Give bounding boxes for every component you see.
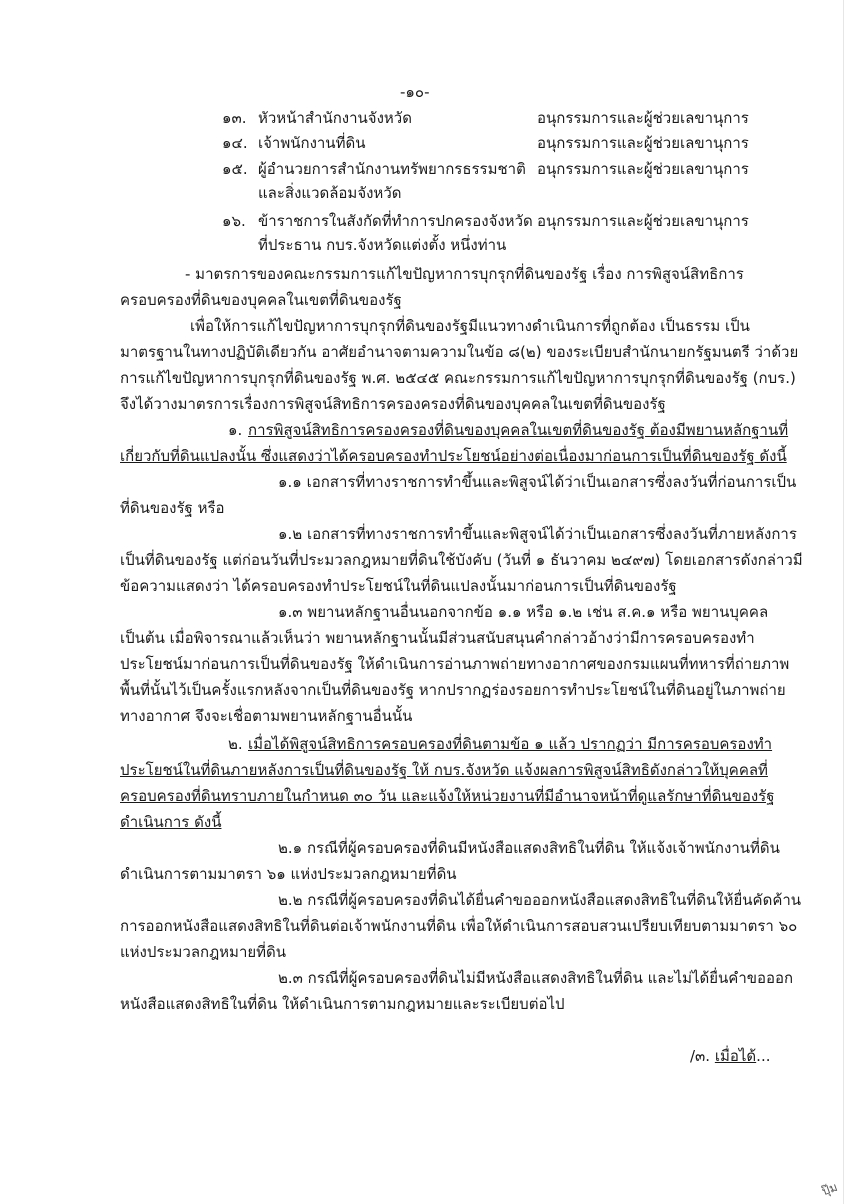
committee-num: ๑๔. <box>222 134 248 152</box>
clause2-num: ๒. <box>228 735 243 753</box>
committee-text-cont: ที่ประธาน กบร.จังหวัดแต่งตั้ง หนึ่งท่าน <box>258 236 507 254</box>
scan-edge-line <box>843 0 844 1204</box>
clause-1-2-cont: ข้อความแสดงว่า ได้ครอบครองทำประโยชน์ในที่ดินแปลงนั้นมาก่อนการเป็นที่ดินของรัฐ <box>120 577 677 595</box>
clause-2-1: ๒.๑ กรณีที่ผู้ครอบครองที่ดินมีหนังสือแสดงสิทธิในที่ดิน ให้แจ้งเจ้าพนักงานที่ดิน <box>278 839 780 857</box>
page-number: -๑๐- <box>400 83 430 101</box>
committee-num: ๑๓. <box>222 109 247 127</box>
clause-1-3-cont: พื้นที่นั้นไว้เป็นครั้งแรกหลังจากเป็นที่ดินของรัฐ หากปรากฏร่องรอยการทำประโยชน์ในที่ดินอยู่ในภาพถ่าย <box>120 681 786 699</box>
intro-line: การแก้ไขปัญหาการบุกรุกที่ดินของรัฐ พ.ศ. ๒๕๔๕ คณะกรรมการแก้ไขปัญหาการบุกรุกที่ดินของรัฐ (กบร.) <box>120 369 796 387</box>
continuation-link-text: เมื่อได้ <box>714 1047 757 1065</box>
clause-2-2-cont: แห่งประมวลกฎหมายที่ดิน <box>120 943 287 961</box>
clause2-heading-cont: ดำเนินการ ดังนี้ <box>120 813 222 831</box>
clause2-heading-cont: ครอบครองที่ดินทราบภายในกำหนด ๓๐ วัน และแจ้งให้หน่วยงานที่มีอำนาจหน้าที่ดูแลรักษาที่ดินของรัฐ <box>120 787 775 805</box>
measure-title: - มาตรการของคณะกรรมการแก้ไขปัญหาการบุกรุกที่ดินของรัฐ เรื่อง การพิสูจน์สิทธิการ <box>185 265 744 283</box>
clause2-heading-cont: ประโยชน์ในที่ดินภายหลังการเป็นที่ดินของรัฐ ให้ กบร.จังหวัด แจ้งผลการพิสูจน์สิทธิดังกล่าวให้บุคคลที่ <box>120 761 768 779</box>
intro-line: เพื่อให้การแก้ไขปัญหาการบุกรุกที่ดินของรัฐมีแนวทางดำเนินการที่ถูกต้อง เป็นธรรม เป็น <box>190 317 750 335</box>
clause-2-1-cont: ดำเนินการตามมาตรา ๖๑ แห่งประมวลกฎหมายที่ดิน <box>120 865 457 883</box>
intro-line: มาตรฐานในทางปฏิบัติเดียวกัน อาศัยอำนาจตามความในข้อ ๘(๒) ของระเบียบสำนักนายกรัฐมนตรี ว่าด้วย <box>120 343 799 361</box>
measure-title-cont: ครอบครองที่ดินของบุคคลในเขตที่ดินของรัฐ <box>120 291 402 309</box>
intro-line: จึงได้วางมาตรการเรื่องการพิสูจน์สิทธิการครองครองที่ดินของบุคคลในเขตที่ดินของรัฐ <box>120 395 666 413</box>
clause-1-1: ๑.๑ เอกสารที่ทางราชการทำขึ้นและพิสูจน์ได้ว่าเป็นเอกสารซึ่งลงวันที่ก่อนการเป็น <box>278 473 797 491</box>
clause-1-3-cont: ทางอากาศ จึงจะเชื่อตามพยานหลักฐานอื่นนั้น <box>120 707 413 725</box>
clause-1-3: ๑.๓ พยานหลักฐานอื่นนอกจากข้อ ๑.๑ หรือ ๑.๒ เช่น ส.ค.๑ หรือ พยานบุคคล <box>278 603 769 621</box>
committee-role: อนุกรรมการและผู้ช่วยเลขานุการ <box>537 212 749 230</box>
clause-1-3-cont: ประโยชน์มาก่อนการเป็นที่ดินของรัฐ ให้ดำเนินการอ่านภาพถ่ายทางอากาศของกรมแผนที่ทหารที่ถ่ายภาพ <box>120 655 790 673</box>
continuation-prefix: /๓. <box>690 1047 711 1065</box>
clause-1-2: ๑.๒ เอกสารที่ทางราชการทำขึ้นและพิสูจน์ได้ว่าเป็นเอกสารซึ่งลงวันที่ภายหลังการ <box>278 525 797 543</box>
committee-num: ๑๖. <box>222 212 246 230</box>
clause-2-3: ๒.๓ กรณีที่ผู้ครอบครองที่ดินไม่มีหนังสือแสดงสิทธิในที่ดิน และไม่ได้ยื่นคำขอออก <box>278 969 794 987</box>
clause1-heading: การพิสูจน์สิทธิการครองครองที่ดินของบุคคลในเขตที่ดินของรัฐ ต้องมีพยานหลักฐานที่ <box>248 421 789 439</box>
clause-1-1-cont: ที่ดินของรัฐ หรือ <box>120 499 225 517</box>
corner-handwritten-mark: ปุ๊ม <box>819 1179 840 1199</box>
clause-2-3-cont: หนังสือแสดงสิทธิในที่ดิน ให้ดำเนินการตามกฎหมายและระเบียบต่อไป <box>120 995 565 1013</box>
continuation-suffix: ... <box>756 1047 771 1065</box>
clause-1-2-cont: เป็นที่ดินของรัฐ แต่ก่อนวันที่ประมวลกฎหมายที่ดินใช้บังคับ (วันที่ ๑ ธันวาคม ๒๔๙๗) โดยเอกสารดังกล่าวมี <box>120 551 803 569</box>
committee-num: ๑๕. <box>222 160 248 178</box>
committee-role: อนุกรรมการและผู้ช่วยเลขานุการ <box>537 109 749 127</box>
clause-1-3-cont: เป็นต้น เมื่อพิจารณาแล้วเห็นว่า พยานหลักฐานนั้นมีส่วนสนับสนุนคำกล่าวอ้างว่ามีการครอบครองทำ <box>120 629 755 647</box>
committee-role: อนุกรรมการและผู้ช่วยเลขานุการ <box>537 160 749 178</box>
continuation-marker <box>690 1046 770 1066</box>
clause2-heading: เมื่อได้พิสูจน์สิทธิการครอบครองที่ดินตามข้อ ๑ แล้ว ปรากฏว่า มีการครอบครองทำ <box>248 735 773 753</box>
committee-text: ข้าราชการในสังกัดที่ทำการปกครองจังหวัด <box>258 212 533 230</box>
committee-text-cont: และสิ่งแวดล้อมจังหวัด <box>258 184 402 202</box>
clause1-heading-cont: เกี่ยวกับที่ดินแปลงนั้น ซึ่งแสดงว่าได้ครอบครองทำประโยชน์อย่างต่อเนื่องมาก่อนการเป็นที่ดินของรัฐ ดังนี้ <box>120 447 787 465</box>
clause-2-2: ๒.๒ กรณีที่ผู้ครอบครองที่ดินได้ยื่นคำขอออกหนังสือแสดงสิทธิในที่ดินให้ยื่นคัดค้าน <box>278 891 802 909</box>
committee-text: หัวหน้าสำนักงานจังหวัด <box>258 109 412 127</box>
clause-2-2-cont: การออกหนังสือแสดงสิทธิในที่ดินต่อเจ้าพนักงานที่ดิน เพื่อให้ดำเนินการสอบสวนเปรียบเทียบตามมาตรา ๖๐ <box>120 917 798 935</box>
clause1-num: ๑. <box>228 421 243 439</box>
committee-text: ผู้อำนวยการสำนักงานทรัพยากรธรรมชาติ <box>258 160 526 178</box>
committee-text: เจ้าพนักงานที่ดิน <box>258 134 366 152</box>
committee-role: อนุกรรมการและผู้ช่วยเลขานุการ <box>537 134 749 152</box>
